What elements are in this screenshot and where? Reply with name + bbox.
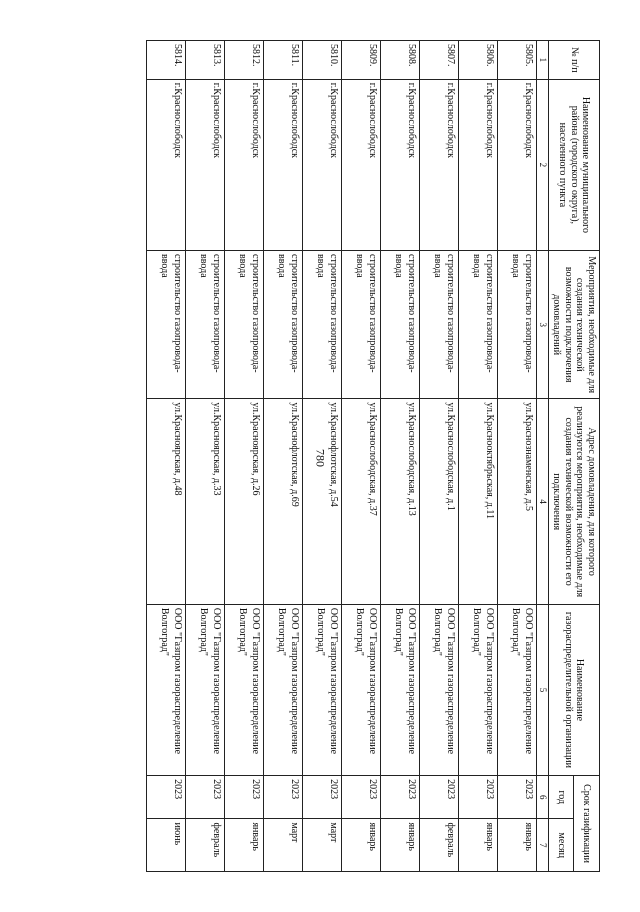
table-row [419,41,458,872]
row-number: 5813. [185,41,224,80]
address-cell: ул.Красноярская, д.33 [185,399,224,604]
address-cell: ул.Красноярская, д.26 [224,399,263,604]
month-cell: январь [380,819,419,872]
table-row [341,41,380,872]
table-row [458,41,497,872]
measure-cell: строительство газопровода-ввода [302,251,341,399]
address-cell: ул.Краснофлотская, д.54 [302,399,341,604]
address-cell: ул.Краснослободская, д.1 [419,399,458,604]
address-cell: ул.Краснофлотская, д.69 [263,399,302,604]
org-cell: ООО "Газпром газораспределение Волгоград" [263,604,302,775]
org-cell: ООО "Газпром газораспределение Волгоград" [419,604,458,775]
row-number: 5805. [497,41,536,80]
org-cell: ООО "Газпром газораспределение Волгоград" [497,604,536,775]
measure-cell: строительство газопровода-ввода [185,251,224,399]
column-number: 7 [536,819,548,872]
town-cell: г.Краснослободск [224,79,263,250]
table-row [497,41,536,872]
month-cell: июнь [146,819,185,872]
town-cell: г.Краснослободск [497,79,536,250]
org-cell: ООО "Газпром газораспределение Волгоград" [224,604,263,775]
month-cell: март [302,819,341,872]
row-number: 5808. [380,41,419,80]
measure-cell: строительство газопровода-ввода [146,251,185,399]
header-address: Адрес домовладения, для которого реализуются мероприятия, необходимые для создания технической возможности его подключения [549,399,600,604]
address-cell: ул.Краснооктябрьская, д.11 [458,399,497,604]
month-cell: январь [341,819,380,872]
address-cell: ул.Краснослободская, д.37 [341,399,380,604]
address-cell: ул.Краснослободская, д.13 [380,399,419,604]
column-number: 4 [536,399,548,604]
year-cell: 2023 [458,776,497,819]
measure-cell: строительство газопровода-ввода [458,251,497,399]
table-header [536,41,599,872]
table-row [146,41,185,872]
column-number: 6 [536,776,548,819]
table-body [146,41,536,872]
row-number: 5812. [224,41,263,80]
measure-cell: строительство газопровода-ввода [263,251,302,399]
row-number: 5809. [341,41,380,80]
year-cell: 2023 [380,776,419,819]
gasification-table [146,40,600,872]
town-cell: г.Краснослободск [302,79,341,250]
year-cell: 2023 [185,776,224,819]
year-cell: 2023 [497,776,536,819]
org-cell: ООО "Газпром газораспределение Волгоград" [341,604,380,775]
row-number: 5814. [146,41,185,80]
column-number: 3 [536,251,548,399]
table-row [302,41,341,872]
table-row [380,41,419,872]
table-row [185,41,224,872]
table-row [263,41,302,872]
month-cell: февраль [419,819,458,872]
month-cell: январь [224,819,263,872]
year-cell: 2023 [224,776,263,819]
town-cell: г.Краснослободск [419,79,458,250]
measure-cell: строительство газопровода-ввода [341,251,380,399]
month-cell: февраль [185,819,224,872]
page-number: 780 [313,449,328,467]
month-cell: январь [497,819,536,872]
town-cell: г.Краснослободск [458,79,497,250]
town-cell: г.Краснослободск [341,79,380,250]
measure-cell: строительство газопровода-ввода [380,251,419,399]
measure-cell: строительство газопровода-ввода [224,251,263,399]
row-number: 5810. [302,41,341,80]
org-cell: ООО "Газпром газораспределение Волгоград" [380,604,419,775]
header-measures: Мероприятия, необходимые для создания технической возможности подключения домовладений [549,251,600,399]
month-cell: январь [458,819,497,872]
address-cell: ул.Красноярская, д.48 [146,399,185,604]
org-cell: ООО "Газпром газораспределение Волгоград" [458,604,497,775]
org-cell: ООО "Газпром газораспределение Волгоград" [146,604,185,775]
column-number-row [536,41,548,872]
town-cell: г.Краснослободск [263,79,302,250]
row-number: 5811. [263,41,302,80]
header-municipality: Наименование муниципального района (городского округа), населенного пункта [549,79,600,250]
measure-cell: строительство газопровода-ввода [419,251,458,399]
town-cell: г.Краснослободск [146,79,185,250]
header-month: месяц [549,819,575,872]
town-cell: г.Краснослободск [380,79,419,250]
measure-cell: строительство газопровода-ввода [497,251,536,399]
year-cell: 2023 [263,776,302,819]
header-year: год [549,776,575,819]
org-cell: ООО "Газпром газораспределение Волгоград" [302,604,341,775]
year-cell: 2023 [341,776,380,819]
document-sheet [40,40,600,872]
row-number: 5806. [458,41,497,80]
year-cell: 2023 [302,776,341,819]
header-no: № п/п [549,41,600,80]
year-cell: 2023 [146,776,185,819]
org-cell: ООО "Газпром газораспределение Волгоград" [185,604,224,775]
column-number: 5 [536,604,548,775]
column-number: 2 [536,79,548,250]
address-cell: ул.Краснознаменская, д.5 [497,399,536,604]
header-deadline: Срок газификации [574,776,600,872]
header-org: Наименование газораспределительной организации [549,604,600,775]
month-cell: март [263,819,302,872]
town-cell: г.Краснослободск [185,79,224,250]
row-number: 5807. [419,41,458,80]
year-cell: 2023 [419,776,458,819]
table-row [224,41,263,872]
column-number: 1 [536,41,548,80]
